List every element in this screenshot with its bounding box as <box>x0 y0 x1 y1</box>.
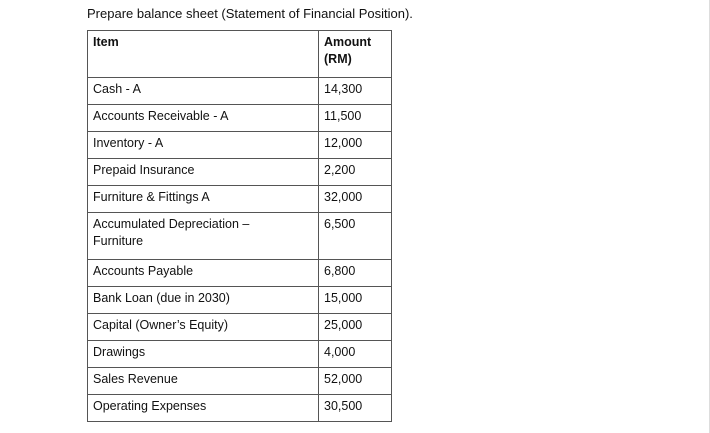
amount-cell: 30,500 <box>319 395 392 422</box>
header-amount-line2: (RM) <box>324 52 352 66</box>
table-row <box>88 260 392 287</box>
item-cell: Prepaid Insurance <box>88 159 319 186</box>
table-row <box>88 105 392 132</box>
amount-cell: 2,200 <box>319 159 392 186</box>
question-title: Prepare balance sheet (Statement of Financial Position). <box>87 6 413 21</box>
table-row <box>88 186 392 213</box>
table-row <box>88 78 392 105</box>
item-cell: Drawings <box>88 341 319 368</box>
amount-cell: 32,000 <box>319 186 392 213</box>
table-row <box>88 395 392 422</box>
header-item: Item <box>88 31 319 78</box>
item-cell: Accounts Payable <box>88 260 319 287</box>
table-row <box>88 287 392 314</box>
item-cell: Cash - A <box>88 78 319 105</box>
item-cell: Inventory - A <box>88 132 319 159</box>
amount-cell: 11,500 <box>319 105 392 132</box>
amount-cell: 52,000 <box>319 368 392 395</box>
item-cell: Furniture & Fittings A <box>88 186 319 213</box>
header-amount-line1: Amount <box>324 35 372 49</box>
item-cell: Accumulated Depreciation – Furniture <box>88 213 319 260</box>
amount-cell: 6,500 <box>319 213 392 260</box>
table-row <box>88 314 392 341</box>
item-cell: Operating Expenses <box>88 395 319 422</box>
header-amount <box>319 31 392 78</box>
item-cell: Bank Loan (due in 2030) <box>88 287 319 314</box>
amount-cell: 4,000 <box>319 341 392 368</box>
table-header <box>88 31 392 78</box>
amount-cell: 15,000 <box>319 287 392 314</box>
item-cell: Sales Revenue <box>88 368 319 395</box>
amount-cell: 6,800 <box>319 260 392 287</box>
table-row <box>88 132 392 159</box>
table-row <box>88 213 392 260</box>
item-cell: Capital (Owner’s Equity) <box>88 314 319 341</box>
item-cell: Accounts Receivable - A <box>88 105 319 132</box>
table-row <box>88 341 392 368</box>
table-row <box>88 368 392 395</box>
amount-cell: 14,300 <box>319 78 392 105</box>
amount-cell: 12,000 <box>319 132 392 159</box>
amount-cell: 25,000 <box>319 314 392 341</box>
balance-table <box>87 30 392 422</box>
table-row <box>88 159 392 186</box>
